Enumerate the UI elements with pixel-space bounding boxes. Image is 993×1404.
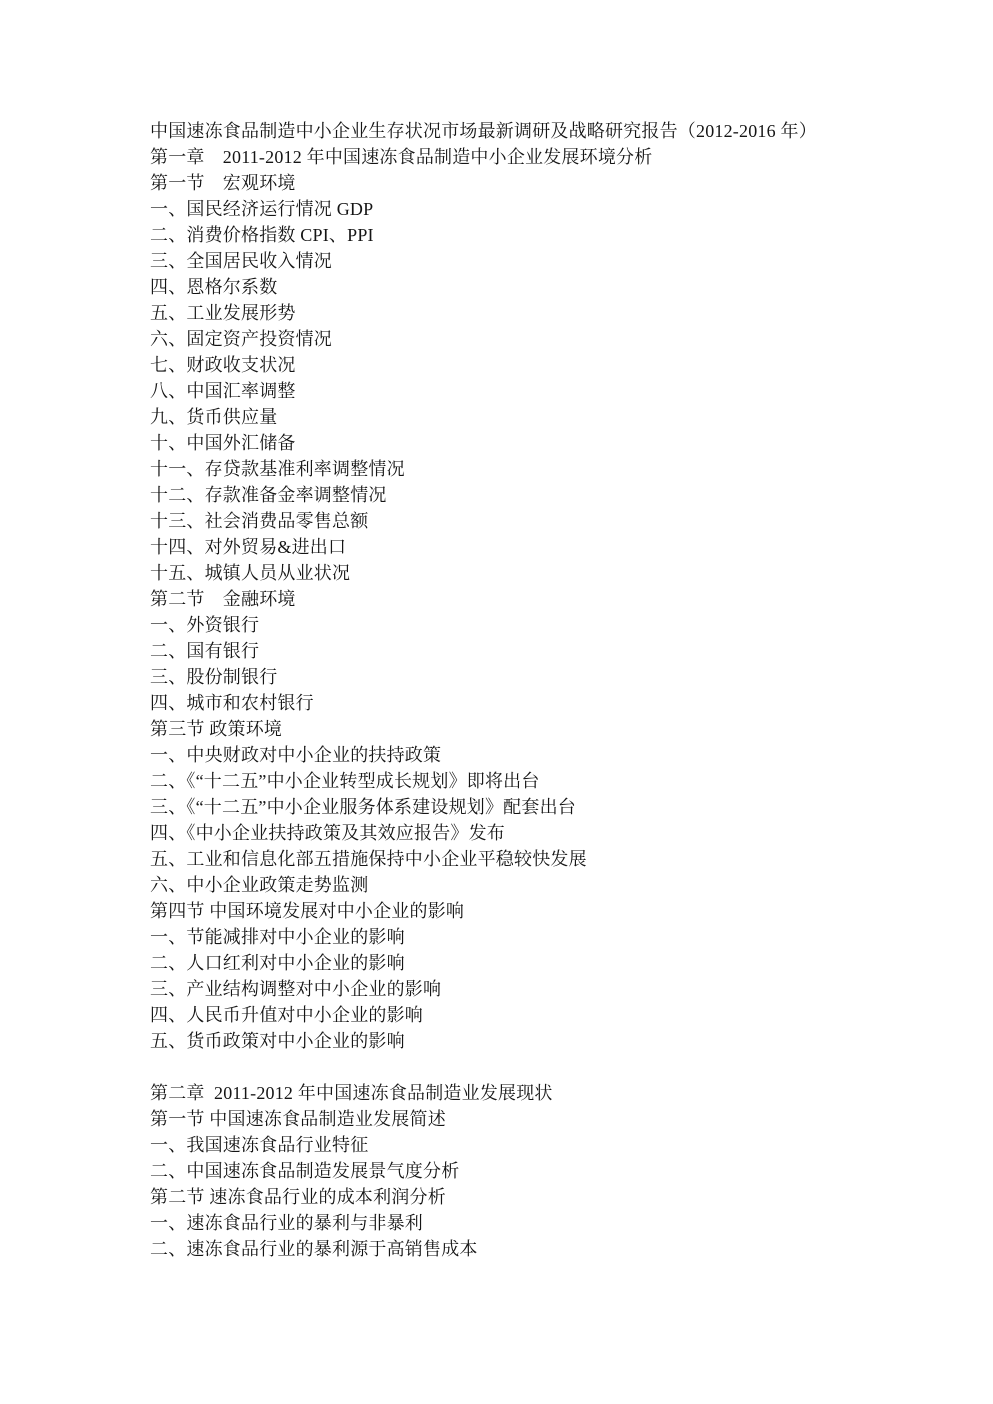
toc-line-item: 二、国有银行 — [150, 641, 260, 661]
toc-line-item: 四、恩格尔系数 — [150, 277, 278, 297]
toc-line-item: 四、人民币升值对中小企业的影响 — [150, 1005, 423, 1025]
toc-line-item: 六、固定资产投资情况 — [150, 329, 332, 349]
toc-line-item: 二、人口红利对中小企业的影响 — [150, 953, 405, 973]
toc-line-item: 七、财政收支状况 — [150, 355, 296, 375]
toc-line-item: 十三、社会消费品零售总额 — [150, 511, 369, 531]
toc-line-item: 二、《“十二五”中小企业转型成长规划》即将出台 — [150, 771, 540, 791]
toc-line-item: 五、工业和信息化部五措施保持中小企业平稳较快发展 — [150, 849, 587, 869]
toc-line-item: 三、产业结构调整对中小企业的影响 — [150, 979, 442, 999]
toc-line-chapter: 第二章 2011-2012 年中国速冻食品制造业发展现状 — [150, 1083, 553, 1103]
toc-line-section: 第三节 政策环境 — [150, 719, 283, 739]
toc-line-item: 十五、城镇人员从业状况 — [150, 563, 351, 583]
toc-line-item: 十一、存贷款基准利率调整情况 — [150, 459, 405, 479]
toc-line-item: 三、全国居民收入情况 — [150, 251, 332, 271]
toc-line-item: 四、《中小企业扶持政策及其效应报告》发布 — [150, 823, 505, 843]
toc-line-chapter: 第一章 2011-2012 年中国速冻食品制造中小企业发展环境分析 — [150, 147, 653, 167]
toc-line-section: 第二节 速冻食品行业的成本利润分析 — [150, 1187, 446, 1207]
toc-line-item: 一、我国速冻食品行业特征 — [150, 1135, 369, 1155]
toc-line-item: 二、中国速冻食品制造发展景气度分析 — [150, 1161, 460, 1181]
toc-line-item: 五、货币政策对中小企业的影响 — [150, 1031, 405, 1051]
toc-line-item: 一、节能减排对中小企业的影响 — [150, 927, 405, 947]
toc-line-item: 二、消费价格指数 CPI、PPI — [150, 225, 374, 245]
toc-line-item: 十四、对外贸易&进出口 — [150, 537, 347, 557]
toc-line-item: 十二、存款准备金率调整情况 — [150, 485, 387, 505]
toc-line-item: 十、中国外汇储备 — [150, 433, 296, 453]
toc-line-item: 一、速冻食品行业的暴利与非暴利 — [150, 1213, 423, 1233]
toc-line-section: 第一节 宏观环境 — [150, 173, 296, 193]
toc-line-item: 八、中国汇率调整 — [150, 381, 296, 401]
toc-line-item: 九、货币供应量 — [150, 407, 278, 427]
toc-line-item: 三、股份制银行 — [150, 667, 278, 687]
toc-line-title: 中国速冻食品制造中小企业生存状况市场最新调研及战略研究报告（2012-2016 年） — [150, 121, 817, 141]
toc-line-section: 第一节 中国速冻食品制造业发展简述 — [150, 1109, 446, 1129]
toc-line-item: 五、工业发展形势 — [150, 303, 296, 323]
toc-blank-line — [150, 1054, 870, 1080]
toc-line-section: 第二节 金融环境 — [150, 589, 296, 609]
toc-line-item: 一、中央财政对中小企业的扶持政策 — [150, 745, 442, 765]
toc-line-item: 三、《“十二五”中小企业服务体系建设规划》配套出台 — [150, 797, 576, 817]
toc-line-item: 六、中小企业政策走势监测 — [150, 875, 369, 895]
toc-line-item: 二、速冻食品行业的暴利源于高销售成本 — [150, 1239, 478, 1259]
toc-container — [150, 118, 870, 1262]
toc-line-item: 一、国民经济运行情况 GDP — [150, 199, 374, 219]
toc-line-item: 四、城市和农村银行 — [150, 693, 314, 713]
toc-line-item: 一、外资银行 — [150, 615, 260, 635]
toc-line-section: 第四节 中国环境发展对中小企业的影响 — [150, 901, 465, 921]
